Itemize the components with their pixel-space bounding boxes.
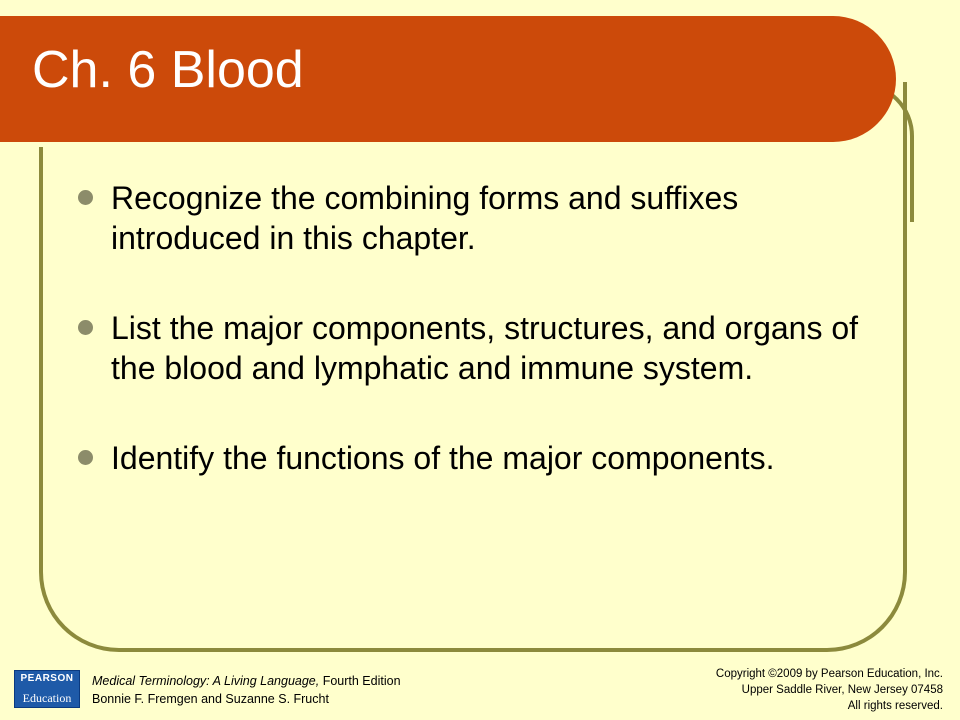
copyright-line: All rights reserved. bbox=[847, 700, 943, 712]
bullet-list bbox=[78, 178, 878, 528]
footer-left bbox=[14, 668, 514, 712]
book-edition: Fourth Edition bbox=[319, 674, 401, 688]
bullet-text: Recognize the combining forms and suffixes introduced in this chapter. bbox=[111, 180, 739, 256]
copyright-line: Copyright ©2009 by Pearson Education, Inc. bbox=[715, 668, 943, 680]
logo-top-text: PEARSON bbox=[20, 673, 74, 684]
book-title: Medical Terminology: A Living Language, bbox=[92, 674, 320, 688]
bullet-text: Identify the functions of the major components. bbox=[111, 440, 775, 476]
book-authors: Bonnie F. Fremgen and Suzanne S. Frucht bbox=[92, 692, 329, 706]
bullet-item bbox=[78, 178, 878, 258]
slide-title: Ch. 6 Blood bbox=[32, 41, 304, 99]
title-underline bbox=[0, 142, 848, 147]
bullet-text: List the major components, structures, and organs of the blood and lymphatic and immune system. bbox=[111, 310, 859, 386]
copyright-notice bbox=[716, 666, 943, 714]
bullet-dot-icon bbox=[78, 320, 93, 335]
bullet-dot-icon bbox=[78, 190, 93, 205]
pearson-logo bbox=[14, 670, 80, 708]
bullet-item bbox=[78, 308, 878, 388]
logo-bottom-text: Education bbox=[22, 691, 72, 705]
copyright-line: Upper Saddle River, New Jersey 07458 bbox=[741, 684, 943, 696]
bullet-item bbox=[78, 438, 878, 478]
book-citation bbox=[92, 672, 401, 708]
bullet-dot-icon bbox=[78, 450, 93, 465]
